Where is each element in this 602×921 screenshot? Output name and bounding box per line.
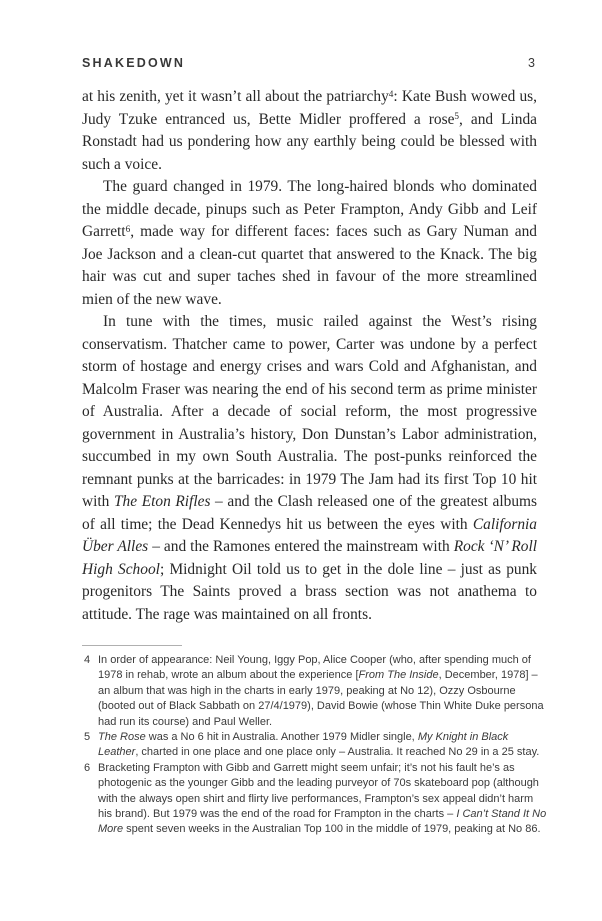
text-segment: My Knight in Black Leather	[98, 731, 509, 759]
footnote-separator	[82, 645, 182, 646]
text-segment: The Eton Rifles	[113, 493, 211, 510]
text-segment: at his zenith, yet it wasn’t all about the patriarchy	[82, 88, 389, 105]
paragraph-3	[82, 311, 537, 626]
text-segment: , December, 1978] – an album that was high in the charts in early 1979, peaking at No 12), Ozzy Osbourne (booted out of Black Sabbath on 27/4/1979), David Bowie (whose Thin White Duke persona had run its course) and Paul Weller.	[98, 669, 544, 728]
text-segment: The guard changed in 1979. The long-haired blonds who dominated the middle decade, pinups such as Peter Frampton, Andy Gibb and Leif Garrett	[82, 178, 537, 240]
footnote-ref: 5	[454, 111, 460, 122]
footnote-number: 5	[84, 731, 91, 744]
text-segment: – and the Clash released one of the greatest albums of all time; the Dead Kennedys hit us between the eyes with	[82, 493, 537, 533]
text-segment: I Can’t Stand It No More	[98, 808, 547, 836]
footnote-text	[98, 761, 548, 838]
text-segment: was a No 6 hit in Australia. Another 1979 Midler single,	[145, 731, 418, 744]
text-segment: ; Midnight Oil told us to get in the dole line – just as punk progenitors The Saints proved a brass section was not anathema to attitude. The rage was maintained on all fronts.	[82, 560, 537, 623]
footnote-text	[98, 730, 548, 761]
text-segment: The Rose	[98, 731, 146, 744]
paragraph-1	[82, 86, 537, 176]
text-segment: From The Inside	[358, 669, 439, 682]
page-number: 3	[528, 56, 535, 70]
text-segment: California Über Alles	[82, 515, 537, 555]
footnote	[82, 761, 548, 838]
text-segment: Bracketing Frampton with Gibb and Garrett might seem unfair; it’s not his fault he’s as photogenic as the younger Gibb and the leading purveyor of 70s skateboard pop (although with the always open shirt and flirty live performances, Frampton’s sex appeal didn’t harm his brand). But 1979 was the end of the road for Frampton in the charts –	[98, 761, 539, 821]
text-segment: In order of appearance: Neil Young, Iggy Pop, Alice Cooper (who, after spending much of 1978 in rehab, wrote an album about the experience [	[98, 654, 531, 682]
footnote-ref: 4	[388, 88, 394, 99]
text-segment: – and the Ramones entered the mainstream with	[148, 538, 454, 555]
footnote-number: 6	[84, 761, 91, 774]
footnote	[82, 730, 548, 761]
text-segment: , charted in one place and one place only – Australia. It reached No 29 in a 25 stay.	[135, 746, 540, 759]
footnote-number: 4	[84, 654, 91, 666]
text-segment: Rock ‘N’ Roll High School	[82, 538, 538, 578]
text-segment: : Kate Bush wowed us, Judy Tzuke entranced us, Bette Midler proffered a rose	[82, 88, 537, 128]
body-text	[82, 86, 537, 626]
footnote-text	[98, 653, 548, 730]
paragraph-2	[82, 176, 537, 311]
footnote-ref: 6	[125, 223, 131, 234]
footnote	[82, 653, 548, 730]
footnotes-section	[82, 645, 548, 838]
text-segment: spent seven weeks in the Australian Top 100 in the middle of 1979, peaking at No 86.	[123, 823, 541, 836]
text-segment: In tune with the times, music railed against the West’s rising conservatism. Thatcher came to power, Carter was undone by a perfect storm of hostage and energy crises and wars Cold and Afghanistan, and Malcolm Fraser was nearing the end of his second term as prime minister of Australia. After a decade of social reform, the most progressive government in Australia’s history, Don Dunstan’s Labor administration, succumbed in my own South Australia. The post-punks reinforced the remnant punks at the barricades: in 1979 The Jam had its first Top 10 hit with	[82, 313, 537, 510]
running-header-title: SHAKEDOWN	[82, 56, 186, 70]
text-segment: , and Linda Ronstadt had us pondering how any earthly being could be blessed with such a voice.	[82, 110, 537, 173]
text-segment: , made way for different faces: faces such as Gary Numan and Joe Jackson and a clean-cut quartet that answered to the Knack. The big hair was cut and super taches shed in favour of the more streamlined mien of the new wave.	[82, 223, 537, 308]
running-header	[82, 56, 535, 70]
